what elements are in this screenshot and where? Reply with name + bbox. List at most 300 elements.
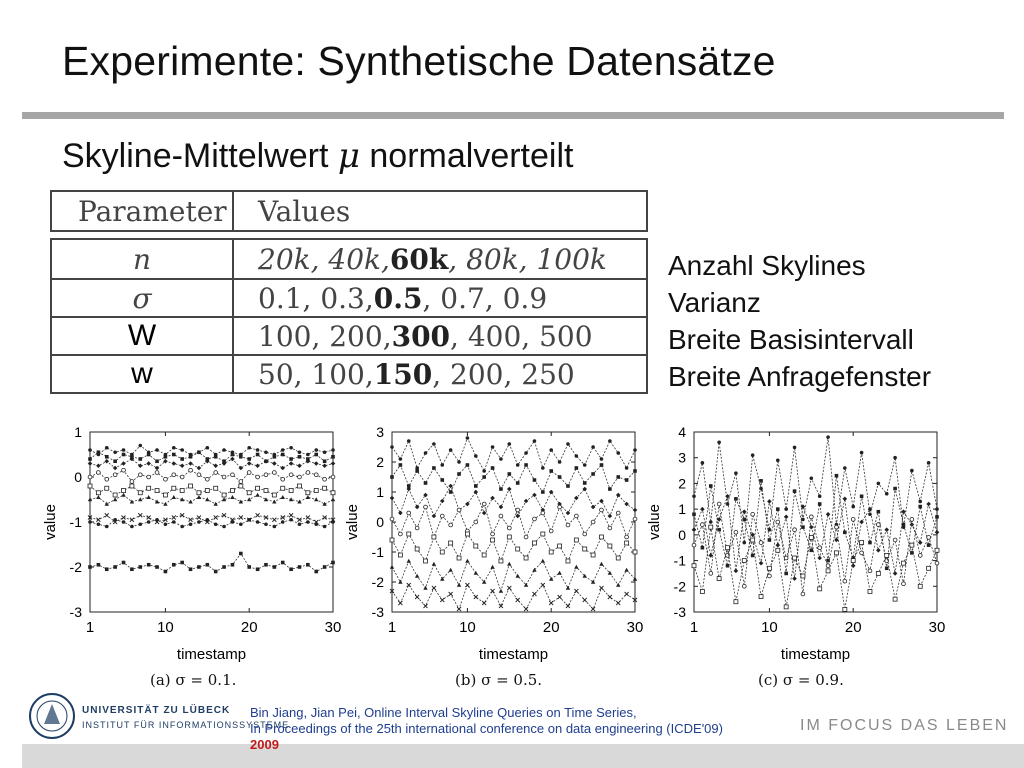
data-point (776, 548, 780, 552)
data-point (901, 509, 906, 514)
data-point (549, 469, 553, 473)
data-point (323, 565, 327, 569)
data-point (88, 484, 92, 488)
data-point (616, 601, 620, 605)
data-point (239, 552, 243, 556)
data-point (692, 527, 697, 532)
data-point (751, 538, 755, 542)
data-point (524, 535, 528, 539)
data-point (591, 607, 595, 611)
data-point (759, 561, 764, 566)
data-point (214, 522, 218, 526)
data-point (516, 598, 520, 602)
data-point (633, 517, 637, 521)
data-point (264, 497, 268, 501)
y-axis-label: value (344, 504, 361, 540)
data-point (147, 563, 151, 567)
data-point (709, 484, 713, 488)
data-point (499, 505, 504, 510)
x-tick-label: 20 (844, 619, 862, 636)
data-point (515, 574, 519, 578)
data-point (121, 493, 125, 497)
plot-a-svg (40, 420, 340, 665)
data-point (810, 476, 814, 480)
data-point (701, 546, 705, 550)
data-point (608, 514, 613, 519)
data-point (264, 522, 268, 526)
data-point (491, 538, 495, 542)
data-point (734, 600, 738, 604)
data-point (122, 489, 126, 493)
data-point (541, 559, 545, 563)
data-point (466, 436, 470, 440)
data-point (591, 553, 595, 557)
data-point (558, 460, 562, 464)
data-point (298, 475, 302, 479)
data-point (734, 569, 739, 574)
data-point (742, 559, 746, 563)
data-point (298, 455, 302, 459)
data-point (113, 565, 117, 569)
data-point (625, 541, 629, 545)
data-point (851, 505, 855, 509)
data-point (448, 568, 452, 572)
x-axis-label: timestamp (176, 646, 247, 663)
data-point (465, 502, 470, 507)
data-point (298, 565, 302, 569)
data-point (273, 565, 277, 569)
data-point (893, 487, 897, 491)
data-point (415, 469, 419, 473)
data-point (801, 592, 805, 596)
data-point (205, 497, 209, 501)
x-tick-label: 10 (157, 619, 174, 636)
data-point (289, 461, 294, 466)
data-point (255, 463, 260, 468)
data-point (490, 565, 494, 569)
data-point (180, 561, 184, 565)
data-point (264, 473, 268, 477)
title-divider (22, 112, 1004, 119)
data-point (843, 497, 848, 502)
data-point (473, 490, 478, 495)
y-tick-label: -3 (371, 604, 384, 620)
data-point (600, 457, 604, 461)
data-point (407, 439, 411, 443)
data-point (306, 495, 310, 499)
data-point (599, 562, 603, 566)
plot-c-svg (644, 420, 944, 665)
data-point (272, 471, 276, 475)
data-point (189, 484, 193, 488)
series-line-s1 (90, 446, 333, 455)
data-point (508, 472, 512, 476)
data-point (726, 564, 730, 568)
data-point (524, 499, 529, 504)
data-point (415, 574, 419, 578)
data-point (331, 520, 335, 524)
data-point (541, 532, 545, 536)
data-point (826, 435, 830, 439)
data-point (457, 460, 461, 464)
data-point (231, 520, 235, 524)
data-point (507, 562, 511, 566)
data-point (122, 468, 126, 472)
y-tick-label: 2 (678, 475, 686, 492)
x-tick-label: 20 (240, 619, 258, 636)
data-point (105, 502, 109, 506)
data-point (482, 601, 486, 605)
data-point (474, 484, 478, 488)
y-tick-label: -1 (69, 514, 82, 530)
data-point (147, 453, 151, 457)
data-point (163, 493, 167, 497)
data-point (591, 472, 595, 476)
data-point (130, 567, 134, 571)
y-axis-label: value (646, 504, 663, 540)
table-row (52, 354, 646, 392)
y-tick-label: 2 (376, 454, 384, 470)
data-point (272, 518, 276, 522)
data-point (239, 455, 243, 459)
x-tick-label: 1 (689, 619, 699, 636)
series-line-s5 (392, 534, 635, 561)
data-point (247, 497, 251, 501)
data-point (566, 559, 570, 563)
data-point (273, 455, 277, 459)
y-tick-label: -2 (673, 578, 686, 595)
data-point (768, 538, 772, 542)
data-point (105, 567, 109, 571)
data-point (231, 563, 235, 567)
data-point (314, 489, 318, 493)
data-point (331, 475, 335, 479)
x-tick-label: 30 (324, 619, 342, 636)
data-point (155, 489, 159, 493)
data-point (281, 495, 285, 499)
data-point (440, 598, 444, 602)
data-point (935, 507, 939, 511)
data-point (122, 561, 126, 565)
y-tick-label: 1 (678, 501, 686, 518)
data-point (591, 520, 595, 524)
data-point (155, 499, 159, 503)
data-point (935, 548, 939, 552)
data-point (834, 551, 838, 555)
data-point (172, 446, 176, 450)
data-point (499, 589, 503, 593)
data-point (751, 554, 755, 558)
data-point (130, 525, 134, 529)
data-point (927, 461, 931, 465)
data-point (88, 457, 92, 461)
data-point (625, 478, 629, 482)
data-point (574, 565, 578, 569)
x-tick-label: 1 (387, 619, 397, 636)
x-tick-label: 30 (626, 619, 644, 636)
data-point (440, 499, 445, 504)
data-point (633, 550, 637, 554)
values-cell: 100, 200, 300 , 400, 500 (258, 319, 593, 353)
data-point (314, 497, 318, 501)
data-point (440, 550, 444, 554)
data-point (859, 520, 864, 525)
data-point (717, 528, 721, 532)
data-point (499, 604, 503, 608)
data-point (734, 530, 738, 534)
data-point (96, 471, 100, 475)
data-point (399, 463, 403, 467)
data-point (256, 475, 260, 479)
data-point (784, 515, 789, 520)
data-point (910, 469, 914, 473)
data-point (138, 565, 142, 569)
data-point (214, 570, 218, 574)
data-point (701, 461, 705, 465)
data-point (172, 516, 176, 520)
data-point (885, 553, 889, 557)
data-point (910, 518, 914, 522)
data-point (818, 587, 822, 591)
data-point (574, 538, 578, 542)
data-point (843, 579, 847, 583)
data-point (96, 495, 100, 499)
data-point (608, 487, 612, 491)
data-point (616, 511, 620, 515)
data-point (322, 463, 327, 468)
data-point (440, 463, 444, 467)
data-point (424, 505, 428, 509)
desc-n: Anzahl Skylines (668, 250, 866, 281)
data-point (222, 448, 226, 452)
data-point (935, 561, 939, 565)
citation-line2: In Proceedings of the 25th international conference on data engineering (ICDE'09) (250, 721, 723, 736)
data-point (876, 571, 880, 575)
data-point (197, 516, 201, 520)
param-cell: w (52, 356, 234, 392)
data-point (868, 589, 872, 593)
data-point (532, 541, 536, 545)
data-point (767, 566, 771, 570)
data-point (113, 497, 117, 501)
data-point (541, 583, 545, 587)
data-point (205, 489, 209, 493)
data-point (558, 595, 562, 599)
data-point (121, 461, 126, 466)
data-point (113, 493, 117, 497)
data-point (549, 448, 553, 452)
data-point (314, 570, 318, 574)
data-point (189, 522, 193, 526)
y-tick-label: 4 (678, 424, 686, 440)
data-point (876, 523, 880, 527)
data-point (448, 484, 453, 489)
data-point (851, 559, 855, 563)
data-point (751, 453, 755, 457)
plot-a (40, 420, 340, 670)
data-point (927, 566, 931, 570)
data-point (877, 482, 881, 486)
data-point (507, 487, 512, 492)
data-point (306, 471, 310, 475)
data-point (809, 515, 813, 519)
data-point (180, 489, 184, 493)
y-tick-label: 1 (376, 484, 384, 500)
data-point (214, 471, 218, 475)
data-point (138, 497, 142, 501)
data-point (147, 475, 151, 479)
data-point (147, 520, 151, 524)
data-point (88, 448, 92, 452)
data-point (599, 499, 604, 504)
data-point (180, 463, 185, 468)
data-point (272, 461, 277, 466)
data-point (155, 471, 159, 475)
data-point (147, 486, 151, 490)
data-point (188, 461, 193, 466)
data-point (608, 439, 612, 443)
citation-year: 2009 (250, 737, 279, 752)
data-point (415, 547, 419, 551)
data-point (432, 514, 437, 519)
data-point (868, 541, 872, 545)
data-point (541, 490, 545, 494)
data-point (918, 500, 922, 504)
institute-name: INSTITUT FÜR INFORMATIONSSYSTEME (82, 720, 290, 730)
data-point (549, 550, 553, 554)
data-point (591, 445, 595, 449)
data-point (885, 559, 889, 563)
data-point (507, 526, 511, 530)
param-cell: W (52, 318, 234, 354)
citation (250, 705, 723, 753)
data-point (323, 486, 327, 490)
data-point (331, 561, 335, 565)
data-point (424, 559, 428, 563)
data-point (415, 505, 420, 510)
data-point (247, 461, 252, 466)
data-point (432, 442, 436, 446)
data-point (918, 584, 922, 588)
data-point (398, 553, 402, 557)
data-point (566, 523, 570, 527)
caption-a: (a) σ = 0.1. (150, 671, 237, 689)
data-point (700, 507, 705, 512)
data-point (432, 586, 436, 590)
data-point (314, 461, 319, 466)
data-point (709, 525, 713, 529)
data-point (113, 459, 117, 463)
data-point (306, 491, 310, 495)
values-cell: 0.1, 0.3, 0.5 , 0.7, 0.9 (258, 281, 548, 315)
data-point (298, 522, 302, 526)
data-point (256, 486, 260, 490)
data-point (507, 586, 511, 590)
data-point (935, 530, 940, 535)
data-point (893, 597, 897, 601)
data-point (281, 448, 285, 452)
data-point (390, 445, 394, 449)
data-point (532, 592, 536, 596)
data-point (709, 572, 713, 576)
data-point (817, 556, 822, 561)
data-point (105, 455, 109, 459)
y-tick-label: -1 (673, 552, 686, 569)
data-point (230, 457, 235, 462)
data-point (281, 486, 285, 490)
data-point (457, 472, 461, 476)
x-axis-label: timestamp (780, 646, 851, 663)
data-point (583, 547, 587, 551)
data-point (172, 473, 176, 477)
data-point (323, 450, 327, 454)
data-point (474, 454, 478, 458)
data-point (868, 569, 872, 573)
data-point (717, 577, 721, 581)
data-point (893, 456, 897, 460)
data-point (113, 466, 118, 471)
y-tick-label: 1 (74, 424, 82, 440)
data-point (767, 499, 772, 504)
data-point (407, 583, 411, 587)
data-point (122, 520, 126, 524)
data-point (256, 513, 260, 517)
data-point (390, 475, 394, 479)
data-point (826, 512, 831, 517)
data-point (533, 439, 537, 443)
data-point (751, 512, 755, 516)
data-point (88, 565, 92, 569)
data-point (197, 520, 201, 524)
subtitle-text-after: normalverteilt (359, 137, 574, 175)
desc-w: Breite Anfragefenster (668, 361, 932, 392)
data-point (155, 459, 159, 463)
data-point (734, 497, 738, 501)
data-point (700, 523, 704, 527)
data-point (222, 475, 226, 479)
data-point (784, 572, 788, 576)
data-point (122, 448, 126, 452)
data-point (591, 580, 595, 584)
data-point (901, 561, 905, 565)
data-point (793, 489, 797, 493)
data-point (164, 522, 168, 526)
data-point (633, 469, 637, 473)
data-point (818, 502, 822, 506)
data-point (860, 494, 864, 498)
data-point (105, 486, 109, 490)
data-point (88, 475, 92, 479)
data-point (206, 446, 210, 450)
data-point (625, 466, 629, 470)
data-point (474, 520, 478, 524)
data-point (793, 528, 797, 532)
data-point (231, 453, 235, 457)
data-point (491, 589, 495, 593)
plot-b-svg (342, 420, 642, 665)
data-point (205, 477, 209, 481)
data-point (398, 532, 402, 536)
y-tick-label: -2 (371, 574, 384, 590)
data-point (918, 554, 922, 558)
data-point (407, 559, 411, 563)
data-point (558, 544, 562, 548)
data-point (164, 570, 168, 574)
data-point (792, 576, 797, 581)
data-point (533, 517, 537, 521)
data-point (281, 520, 285, 524)
data-point (214, 486, 218, 490)
